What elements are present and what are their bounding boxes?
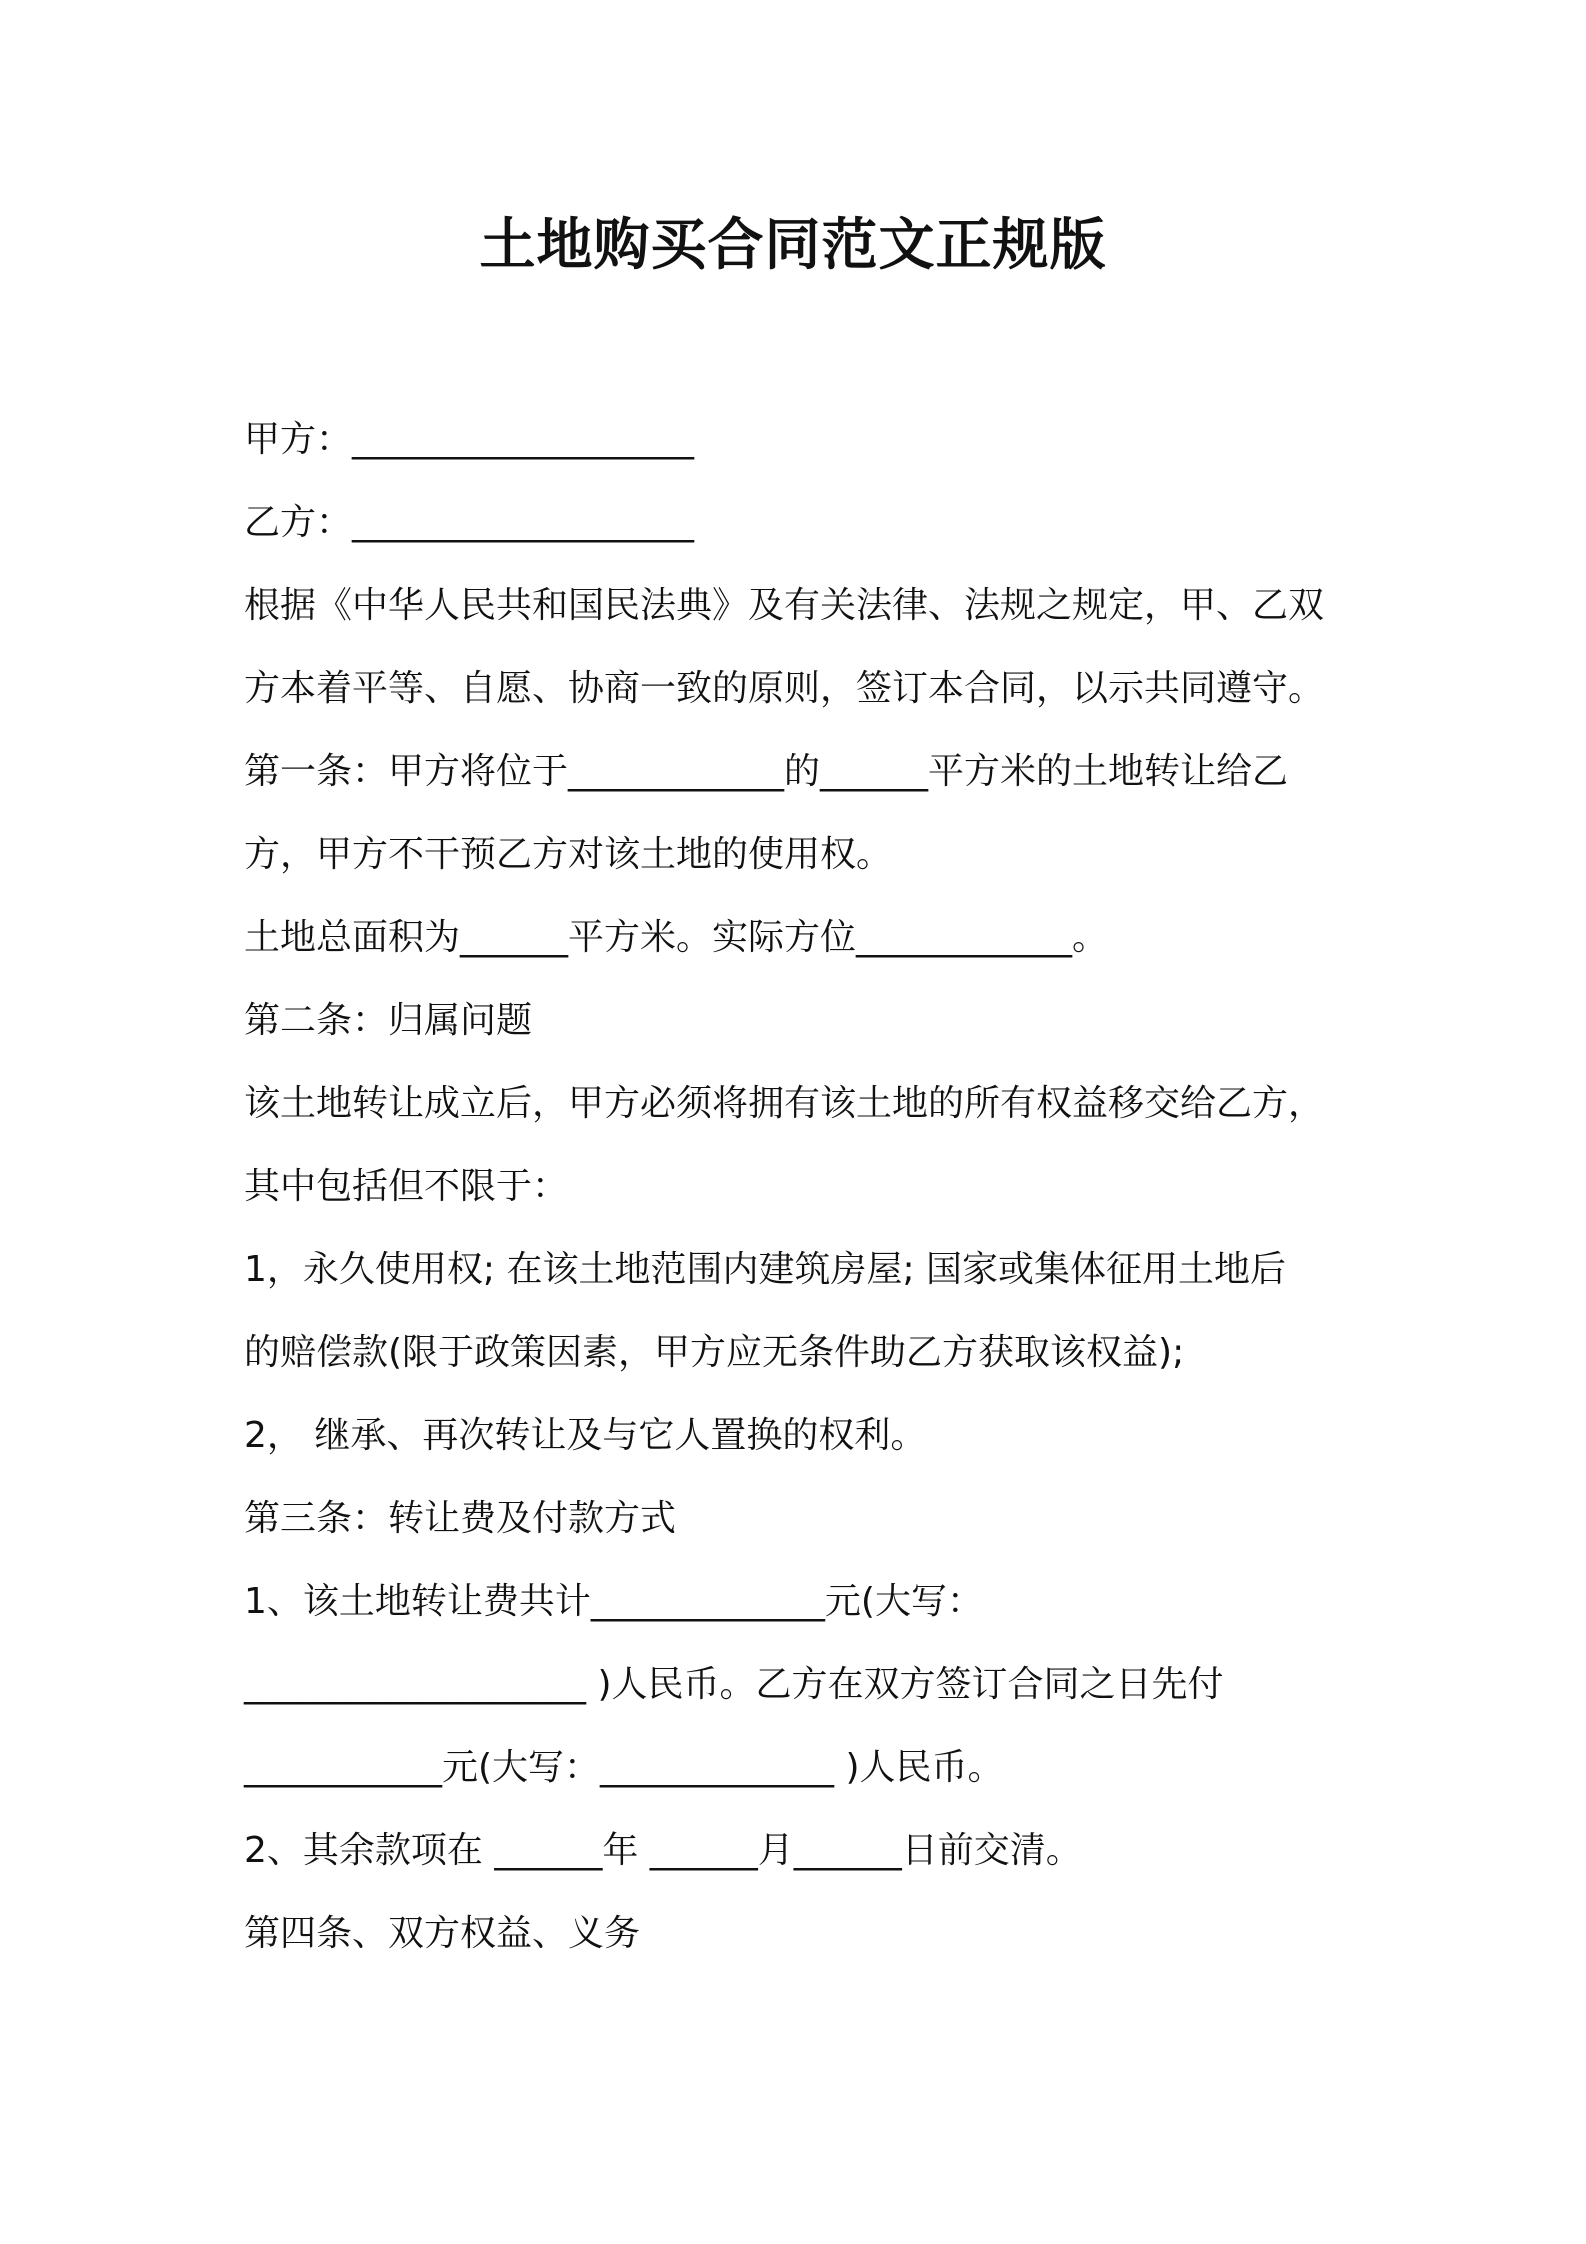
article-4-heading: 第四条、双方权益、义务: [244, 1913, 641, 1954]
article-3-item-1-line-3: ___________元(大写：_____________ )人民币。: [244, 1747, 1004, 1788]
article-2-item-1-line-2: 的赔偿款(限于政策因素，甲方应无条件助乙方获取该权益);: [244, 1332, 1185, 1373]
party-b-line: 乙方：___________________: [244, 502, 695, 543]
article-2-line-2: 其中包括但不限于：: [244, 1166, 569, 1207]
article-1-line-1: 第一条：甲方将位于____________的______平方米的土地转让给乙: [244, 751, 1289, 792]
document-title: 土地购买合同范文正规版: [479, 213, 1107, 278]
article-3-heading: 第三条：转让费及付款方式: [244, 1498, 677, 1539]
article-3-item-2: 2、其余款项在 ______年 ______月______日前交清。: [244, 1830, 1082, 1871]
land-area-line: 土地总面积为______平方米。实际方位____________。: [244, 917, 1109, 958]
article-2-item-1-line-1: 1，永久使用权; 在该土地范围内建筑房屋; 国家或集体征用土地后: [244, 1249, 1287, 1290]
article-2-heading: 第二条：归属问题: [244, 1000, 533, 1041]
article-3-item-1-line-1: 1、该土地转让费共计_____________元(大写：: [244, 1581, 983, 1622]
preamble-line-1: 根据《中华人民共和国民法典》及有关法律、法规之规定，甲、乙双: [244, 585, 1325, 626]
preamble-line-2: 方本着平等、自愿、协商一致的原则，签订本合同，以示共同遵守。: [244, 668, 1325, 709]
article-3-item-1-line-2: ___________________ )人民币。乙方在双方签订合同之日先付: [244, 1664, 1224, 1705]
article-1-line-2: 方，甲方不干预乙方对该土地的使用权。: [244, 834, 893, 875]
article-2-line-1: 该土地转让成立后，甲方必须将拥有该土地的所有权益移交给乙方，: [244, 1083, 1325, 1124]
party-a-line: 甲方：___________________: [244, 419, 695, 460]
article-2-item-2: 2， 继承、再次转让及与它人置换的权利。: [244, 1415, 927, 1456]
